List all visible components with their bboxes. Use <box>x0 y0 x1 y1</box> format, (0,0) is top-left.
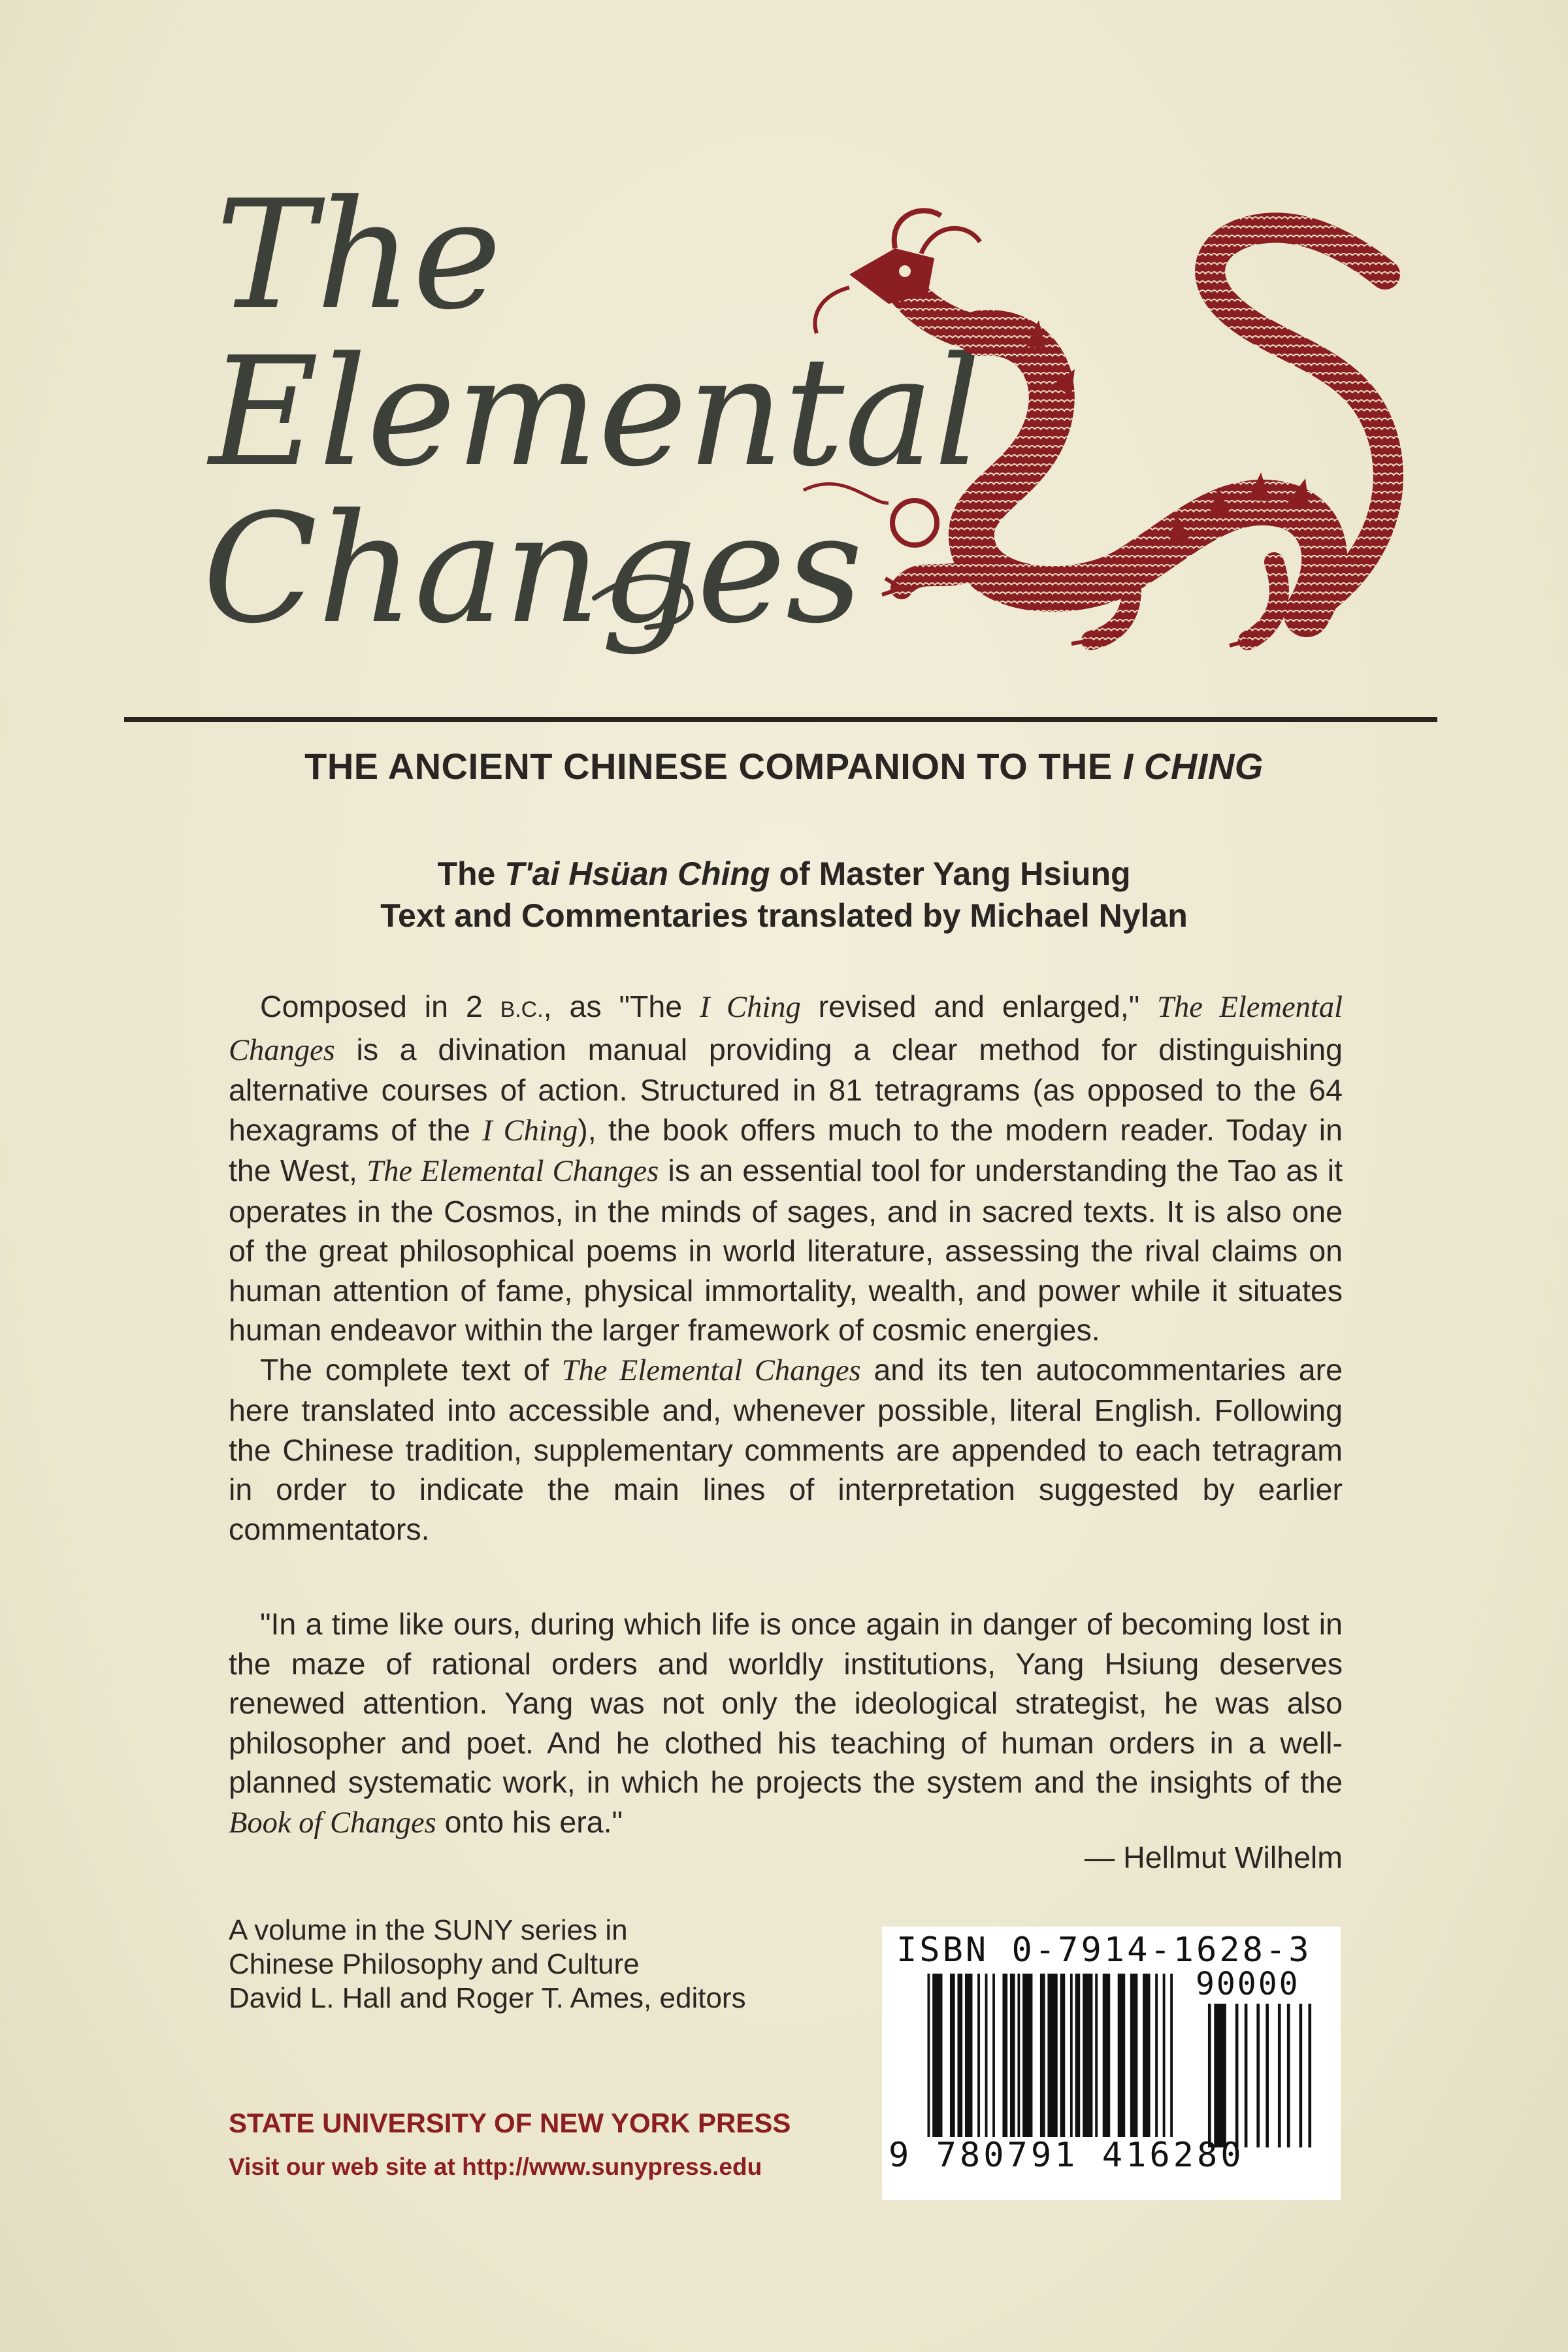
barcode-bar <box>1256 2004 1260 2147</box>
isbn-number: ISBN 0-7914-1628-3 <box>896 1930 1312 1970</box>
text-run: B.C. <box>500 997 544 1022</box>
ean-barcode-icon <box>920 1974 1188 2137</box>
barcode-bar <box>1103 1974 1111 2137</box>
publisher-name: STATE UNIVERSITY OF NEW YORK PRESS <box>229 2108 791 2138</box>
barcode-bar <box>1235 2004 1239 2147</box>
price-code: 90000 <box>1196 1966 1300 2002</box>
barcode-bar <box>1130 1974 1138 2137</box>
barcode-bar <box>1208 2004 1211 2147</box>
calligraphic-title <box>189 169 983 667</box>
dragon-illustration <box>764 196 1418 654</box>
barcode-bar <box>1095 1974 1098 2137</box>
publisher-website: Visit our web site at http://www.sunypress.edu <box>229 2153 762 2180</box>
italic-phrase: Book of Changes <box>229 1806 436 1840</box>
title-line-the: The <box>216 169 502 343</box>
credits <box>0 853 1568 936</box>
description <box>229 987 1343 1549</box>
barcode-bar <box>1155 1974 1158 2137</box>
dragon-icon <box>764 196 1418 654</box>
barcode-block <box>882 1927 1341 2200</box>
text-run: ), the book offers much to the modern reader. Today in the West, <box>229 1112 1343 1187</box>
italic-phrase: The Elemental Changes <box>367 1155 659 1188</box>
barcode-bar <box>1040 1974 1045 2137</box>
barcode-bar <box>1083 1974 1092 2137</box>
quote-attribution: — Hellmut Wilhelm <box>1084 1840 1343 1874</box>
subtitle <box>0 745 1568 787</box>
credits-book-title: T'ai Hsüan Ching <box>504 855 770 892</box>
barcode-bar <box>1118 1974 1126 2137</box>
title-line-elemental: Elemental <box>209 325 983 500</box>
barcode-bar <box>1002 1974 1007 2137</box>
barcode-bar <box>1299 2004 1302 2147</box>
credits-line-1 <box>0 853 1568 895</box>
barcode-bar <box>957 1974 962 2137</box>
quote-text <box>229 1604 1343 1843</box>
series-info <box>229 1913 746 2015</box>
barcode-bar <box>1047 1974 1057 2137</box>
barcode-bar <box>1070 1974 1073 2137</box>
endorsement-quote <box>229 1604 1343 1843</box>
subtitle-prefix: THE ANCIENT CHINESE COMPANION TO THE <box>304 746 1123 787</box>
barcode-bar <box>1170 1974 1173 2137</box>
text-run: and its ten autocommentaries are here translated into accessible and, whenever possible, literal English. Following the Chinese tradition, supplementary comments are appended to each tetragram in order to indicate the main lines of interpretation suggested by earlier commentators. <box>229 1352 1343 1546</box>
text-run: is a divination manual providing a clear method for distinguishing alternative courses of action. Structured in 81 tetragrams (as opposed to the 64 hexagrams of the <box>229 1032 1343 1147</box>
barcode-bar <box>1060 1974 1066 2137</box>
barcode-bar <box>928 1974 930 2137</box>
barcode-bar <box>1163 1974 1166 2137</box>
text-run: onto his era." <box>436 1804 623 1839</box>
barcode-bar <box>985 1974 988 2137</box>
barcode-bar <box>1287 2004 1290 2147</box>
italic-phrase: The Elemental Changes <box>561 1353 861 1387</box>
barcode-bar <box>1075 1974 1081 2137</box>
italic-phrase: The Elemental Changes <box>229 991 1343 1067</box>
barcode-bar <box>932 1974 942 2137</box>
barcode-bar <box>1143 1974 1151 2137</box>
italic-phrase: I Ching <box>482 1114 578 1148</box>
barcode-bar <box>1022 1974 1032 2137</box>
text-run: "In a time like ours, during which life is once again in danger of becoming lost in the maze of rational orders and worldly institutions, Yang Hsiung deserves renewed attention. Yang was not only the ideological strategist, he was also philosopher and poet. And he clothed his teaching of human orders in a well-planned systematic work, in which he projects the system and the insights of the <box>229 1607 1343 1799</box>
subtitle-italic: I CHING <box>1122 746 1264 787</box>
barcode-bar <box>950 1974 955 2137</box>
barcode-bar <box>965 1974 973 2137</box>
title-line-changes: Changes <box>203 482 863 657</box>
barcode-bar <box>1266 2004 1269 2147</box>
credits-line-1-pre: The <box>437 855 505 892</box>
barcode-bar <box>1010 1974 1015 2137</box>
series-line-1: A volume in the SUNY series in <box>229 1914 628 1946</box>
barcode-bar <box>1278 2004 1281 2147</box>
ean-number: 9 780791 416280 <box>889 2136 1245 2175</box>
barcode-bar <box>1245 2004 1248 2147</box>
barcode-bar <box>992 1974 995 2137</box>
text-run: The complete text of <box>260 1352 562 1387</box>
horizontal-rule <box>124 717 1437 722</box>
barcode-bar <box>1017 1974 1020 2137</box>
text-run: , as "The <box>543 989 700 1023</box>
credits-line-2: Text and Commentaries translated by Michael Nylan <box>380 897 1188 934</box>
barcode-bar <box>1308 2004 1311 2147</box>
description-paragraph-2 <box>229 1350 1343 1549</box>
text-run: is an essential tool for understanding the Tao as it operates in the Cosmos, in the minds of sages, and in sacred texts. It is also one of the great philosophical poems in world literature, assessing the rival claims on human attention of fame, physical immortality, wealth, and power while it situates human endeavor within the larger framework of cosmic energies. <box>229 1153 1343 1347</box>
text-run: revised and enlarged," <box>800 989 1158 1023</box>
series-line-2: Chinese Philosophy and Culture <box>229 1948 640 1980</box>
italic-phrase: I Ching <box>699 991 801 1024</box>
barcode-bar <box>977 1974 980 2137</box>
credits-line-1-post: of Master Yang Hsiung <box>770 855 1131 892</box>
barcode-bar <box>1214 2004 1226 2147</box>
text-run: Composed in 2 <box>260 989 500 1023</box>
cover-title <box>189 169 983 667</box>
price-barcode-icon <box>1199 2004 1330 2147</box>
series-line-3: David L. Hall and Roger T. Ames, editors <box>229 1982 746 2014</box>
description-paragraph-1 <box>229 987 1343 1350</box>
